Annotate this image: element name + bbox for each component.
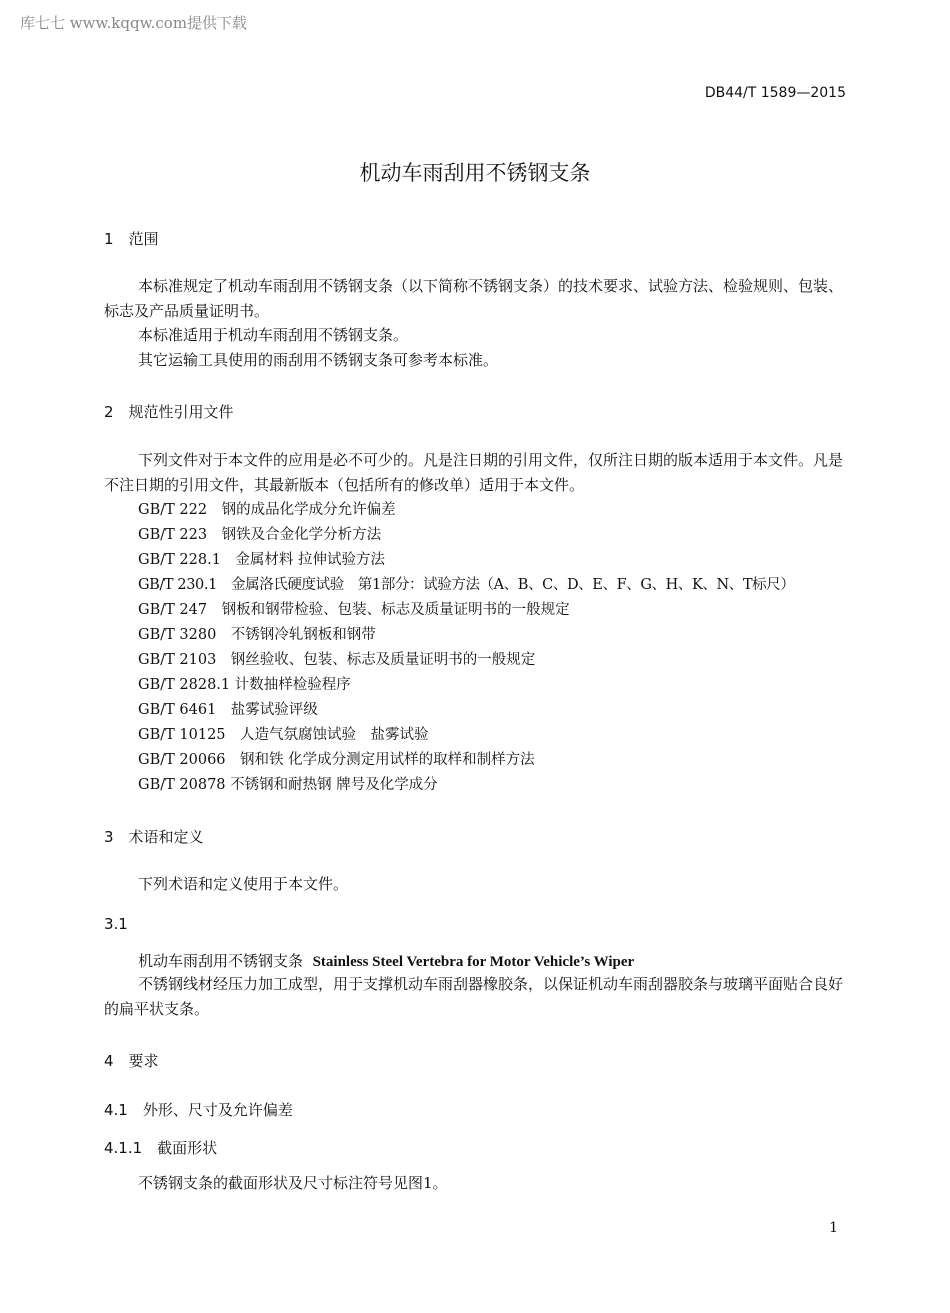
reference-item: GB/T 20066 钢和铁 化学成分测定用试样的取样和制样方法 — [138, 752, 535, 768]
reference-item: GB/T 228.1 金属材料 拉伸试验方法 — [138, 552, 386, 568]
section-3-intro: 下列术语和定义使用于本文件。 — [138, 875, 349, 893]
document-id: DB44/T 1589—2015 — [704, 85, 846, 101]
section-2-intro: 下列文件对于本文件的应用是必不可少的。凡是注日期的引用文件，仅所注日期的版本适用于本文件。凡是不注日期的引用文件，其最新版本（包括所有的修改单）适用于本文件。 — [104, 451, 844, 494]
term-entry — [138, 950, 634, 971]
reference-item: GB/T 6461 盐雾试验评级 — [138, 702, 318, 718]
term-number: 3.1 — [104, 915, 128, 933]
term-definition: 不锈钢线材经压力加工成型，用于支撑机动车雨刮器橡胶条，以保证机动车雨刮器胶条与玻璃平面贴合良好的扁平状支条。 — [104, 975, 844, 1018]
section-1-paragraph-3: 其它运输工具使用的雨刮用不锈钢支条可参考本标准。 — [138, 351, 499, 369]
subsection-4-1-1-heading: 4.1.1 截面形状 — [104, 1139, 218, 1157]
reference-item: GB/T 2103 钢丝验收、包装、标志及质量证明书的一般规定 — [138, 652, 536, 668]
reference-item: GB/T 10125 人造气氛腐蚀试验 盐雾试验 — [138, 727, 429, 743]
watermark: 库七七 www.kqqw.com提供下载 — [20, 14, 248, 32]
section-4-heading: 4 要求 — [104, 1052, 159, 1070]
section-3-heading: 3 术语和定义 — [104, 828, 204, 846]
reference-item: GB/T 2828.1 计数抽样检验程序 — [138, 677, 351, 693]
reference-list — [138, 498, 794, 798]
reference-item: GB/T 20878 不锈钢和耐热钢 牌号及化学成分 — [138, 777, 438, 793]
section-1-paragraph-1: 本标准规定了机动车雨刮用不锈钢支条（以下简称不锈钢支条）的技术要求、试验方法、检验规则、包装、标志及产品质量证明书。 — [104, 277, 844, 320]
reference-item: GB/T 230.1 金属洛氏硬度试验 第1部分：试验方法（A、B、C、D、E、F、G、H、K、N、T标尺） — [138, 577, 795, 593]
section-2-heading: 2 规范性引用文件 — [104, 403, 234, 421]
subsection-4-1-1-paragraph: 不锈钢支条的截面形状及尺寸标注符号见图1。 — [138, 1174, 448, 1192]
section-1-paragraph-2: 本标准适用于机动车雨刮用不锈钢支条。 — [138, 326, 409, 344]
page-title: 机动车雨刮用不锈钢支条 — [359, 161, 591, 185]
term-english: Stainless Steel Vertebra for Motor Vehicle’s Wiper — [312, 954, 635, 970]
page-number: 1 — [829, 1220, 838, 1236]
term-chinese: 机动车雨刮用不锈钢支条 — [138, 952, 304, 970]
reference-item: GB/T 222 钢的成品化学成分允许偏差 — [138, 502, 396, 518]
subsection-4-1-heading: 4.1 外形、尺寸及允许偏差 — [104, 1101, 293, 1119]
reference-item: GB/T 223 钢铁及合金化学分析方法 — [138, 527, 382, 543]
reference-item: GB/T 3280 不锈钢冷轧钢板和钢带 — [138, 627, 376, 643]
reference-item: GB/T 247 钢板和钢带检验、包装、标志及质量证明书的一般规定 — [138, 602, 570, 618]
section-1-heading: 1 范围 — [104, 230, 159, 248]
